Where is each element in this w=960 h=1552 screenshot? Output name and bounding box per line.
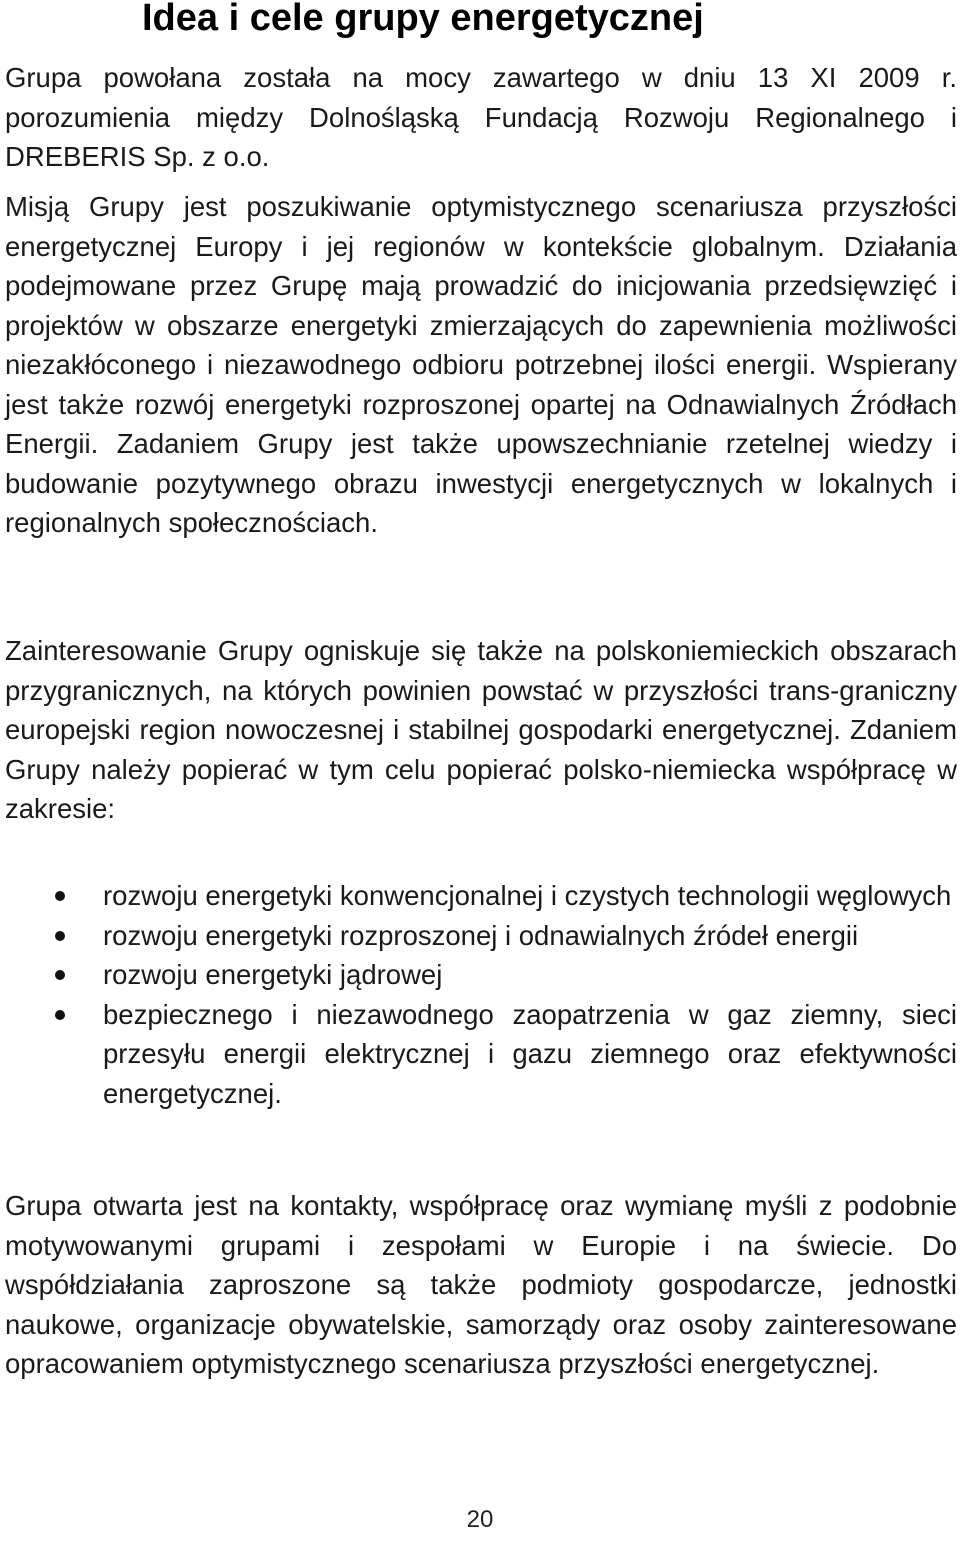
bullet-icon [55, 891, 65, 901]
paragraph-cooperation: Zainteresowanie Grupy ogniskuje się także na polskoniemieckich obszarach przygranicznych, na których powinien powstać w przyszłości trans-graniczny europejski region nowoczesnej i stabilnej gospodarki energetycznej. Zdaniem Grupy należy popierać w tym celu popierać polsko-niemiecka współpracę w zakresie: [5, 635, 957, 824]
bullet-icon [55, 970, 65, 980]
bullet-icon [55, 931, 65, 941]
page-title: Idea i cele grupy energetycznej [142, 0, 704, 39]
paragraph-founding: Grupa powołana została na mocy zawartego w dniu 13 XI 2009 r. porozumienia między Dolnośląską Fundacją Rozwoju Regionalnego i DREBERIS Sp. z o.o. [5, 62, 957, 172]
list-item-text: rozwoju energetyki konwencjonalnej i czystych technologii węglowych [103, 880, 952, 911]
list-item-text: rozwoju energetyki rozproszonej i odnawialnych źródeł energii [103, 919, 859, 951]
list-item [0, 916, 960, 956]
list-item-text: bezpiecznego i niezawodnego zaopatrzenia w gaz ziemny, sieci przesyłu energii elektrycznej i gazu ziemnego oraz efektywności energetycznej. [103, 998, 957, 1109]
list-item [0, 955, 960, 995]
bullet-icon [55, 1010, 65, 1020]
page-number: 20 [466, 1506, 494, 1533]
paragraph-mission: Misją Grupy jest poszukiwanie optymistycznego scenariusza przyszłości energetycznej Europy i jej regionów w kontekście globalnym. Działania podejmowane przez Grupę mają prowadzić do inicjowania przedsięwzięć i projektów w obszarze energetyki zmierzających do zapewnienia możliwości niezakłóconego i niezawodnego odbioru potrzebnej ilości energii. Wspierany jest także rozwój energetyki rozproszonej opartej na Odnawialnych Źródłach Energii. Zadaniem Grupy jest także upowszechnianie rzetelnej wiedzy i budowanie pozytywnego obrazu inwestycji energetycznych w lokalnych i regionalnych społecznościach. [5, 191, 957, 538]
list-item [0, 876, 960, 916]
cooperation-areas-list [0, 876, 960, 1113]
list-item-text: rozwoju energetyki jądrowej [103, 959, 443, 990]
paragraph-openness: Grupa otwarta jest na kontakty, współpracę oraz wymianę myśli z podobnie motywowanymi grupami i zespołami w Europie i na świecie. Do współdziałania zaproszone są także podmioty gospodarcze, jednostki naukowe, organizacje obywatelskie, samorządy oraz osoby zainteresowane opracowaniem optymistycznego scenariusza przyszłości energetycznej. [5, 1190, 957, 1379]
list-item [0, 995, 960, 1114]
